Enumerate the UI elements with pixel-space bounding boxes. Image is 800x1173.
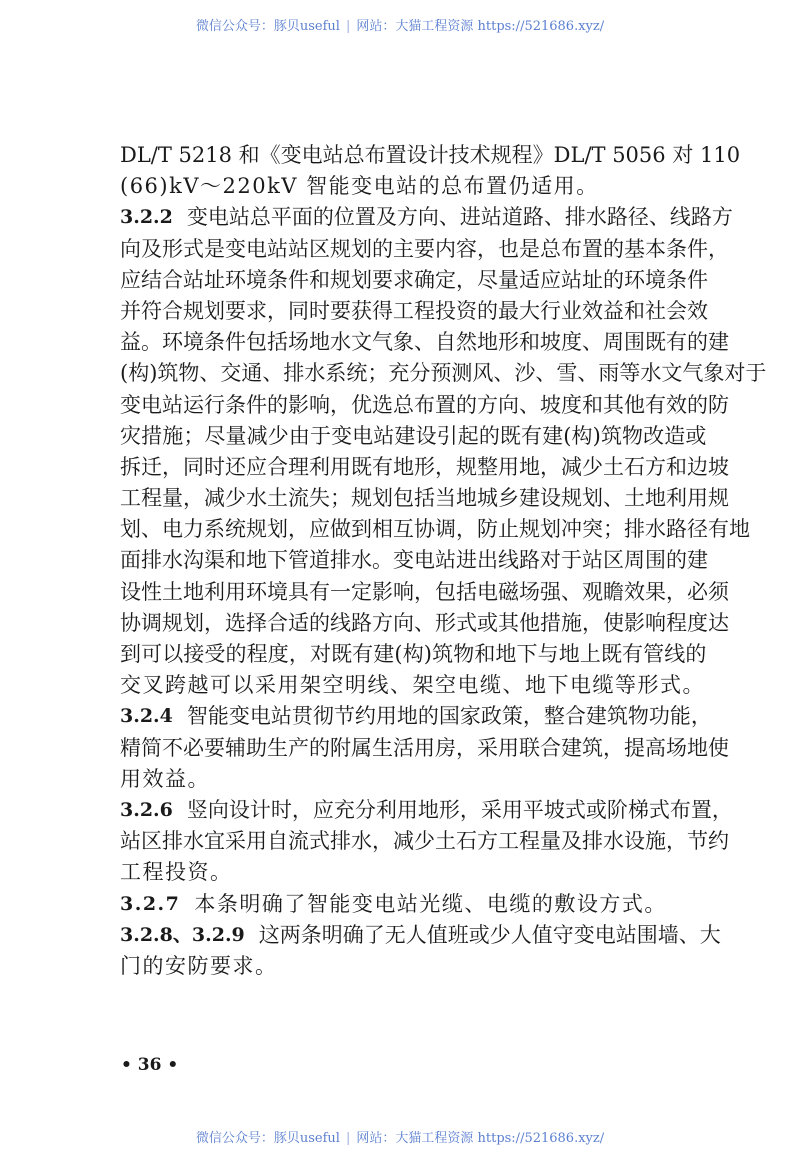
section-number: 3.2.6	[120, 798, 173, 821]
line-text: 门的安防要求。	[120, 953, 278, 978]
document-body	[120, 140, 767, 982]
line-text: 站区排水宜采用自流式排水，减少土石方工程量及排水设施，节约	[120, 829, 729, 854]
line-text: 竖向设计时，应充分利用地形，采用平坡式或阶梯式布置，	[186, 797, 733, 822]
text-line	[120, 701, 712, 732]
text-line	[120, 358, 767, 389]
text-line	[120, 670, 706, 701]
section-number: 3.2.2	[120, 206, 173, 229]
text-line	[120, 171, 706, 202]
line-text: 协调规划，选择合适的线路方向、形式或其他措施，使影响程度达	[120, 610, 729, 635]
line-text: 到可以接受的程度，对既有建(构)筑物和地下与地上既有管线的	[120, 642, 707, 666]
paragraph	[120, 701, 729, 795]
watermark-header	[0, 15, 800, 34]
watermark-separator: |	[345, 1131, 351, 1146]
text-line	[120, 265, 706, 296]
section-number: 3.2.8、3.2.9	[120, 923, 245, 946]
line-text: 这两条明确了无人值班或少人值守变电站围墙、大	[258, 922, 721, 947]
line-text: (66)kV～220kV 智能变电站的总布置仍适用。	[120, 174, 599, 199]
line-text: 应结合站址环境条件和规划要求确定，尽量适应站址的环境条件	[120, 267, 708, 292]
paragraph	[120, 920, 721, 982]
line-text: 面排水沟渠和地下管道排水。变电站进出线路对于站区周围的建	[120, 548, 708, 573]
text-line	[120, 421, 706, 452]
line-text: 智能变电站贯彻节约用地的国家政策，整合建筑物功能，	[186, 704, 712, 729]
text-line	[120, 202, 733, 233]
line-text: 变电站总平面的位置及方向、进站道路、排水路径、线路方	[186, 205, 733, 230]
text-line	[120, 889, 706, 920]
text-line	[120, 514, 750, 545]
paragraph	[120, 795, 733, 889]
section-number: 3.2.7	[120, 892, 181, 915]
line-text: 本条明确了智能变电站光缆、电缆的敷设方式。	[194, 891, 667, 916]
text-line	[120, 857, 706, 888]
line-text: DL/T 5218 和《变电站总布置设计技术规程》DL/T 5056 对 110	[120, 143, 741, 167]
text-line	[120, 608, 729, 639]
line-text: 益。环境条件包括场地水文气象、自然地形和坡度、周围既有的建	[120, 330, 729, 355]
paragraph	[120, 889, 706, 920]
line-text: 向及形式是变电站站区规划的主要内容，也是总布置的基本条件，	[120, 236, 729, 261]
watermark-website: 网站：大猫工程资源 https://521686.xyz/	[356, 19, 605, 34]
line-text: 灾措施；尽量减少由于变电站建设引起的既有建(构)筑物改造或	[120, 423, 707, 448]
line-text: 并符合规划要求，同时要获得工程投资的最大行业效益和社会效	[120, 298, 708, 323]
text-line	[120, 483, 729, 514]
text-line	[120, 577, 729, 608]
watermark-footer	[0, 1127, 800, 1146]
line-text: 精简不必要辅助生产的附属生活用房，采用联合建筑，提高场地使	[120, 735, 729, 760]
page-number: • 36 •	[121, 1055, 179, 1075]
text-line	[120, 733, 729, 764]
text-line	[120, 327, 729, 358]
line-text: 工程投资。	[120, 860, 233, 885]
text-line	[120, 826, 729, 857]
text-line	[120, 920, 721, 951]
watermark-wechat: 微信公众号：豚贝useful	[195, 1131, 340, 1146]
line-text: 划、电力系统规划，应做到相互协调，防止规划冲突；排水路径有地	[120, 517, 750, 542]
paragraph	[120, 140, 741, 202]
watermark-website: 网站：大猫工程资源 https://521686.xyz/	[356, 1131, 605, 1146]
paragraph	[120, 202, 767, 701]
section-number: 3.2.4	[120, 705, 173, 728]
line-text: 设性土地利用环境具有一定影响，包括电磁场强、观瞻效果，必须	[120, 579, 729, 604]
line-text: 工程量，减少水土流失；规划包括当地城乡建设规划、土地利用规	[120, 486, 729, 511]
line-text: (构)筑物、交通、排水系统；充分预测风、沙、雪、雨等水文气象对于	[120, 361, 767, 386]
text-line	[120, 140, 741, 171]
text-line	[120, 296, 706, 327]
line-text: 交叉跨越可以采用架空明线、架空电缆、地下电缆等形式。	[120, 673, 705, 698]
text-line	[120, 951, 706, 982]
text-line	[120, 639, 706, 670]
text-line	[120, 234, 729, 265]
line-text: 拆迁，同时还应合理利用既有地形，规整用地，减少土石方和边坡	[120, 454, 729, 479]
text-line	[120, 795, 733, 826]
text-line	[120, 545, 706, 576]
line-text: 变电站运行条件的影响，优选总布置的方向、坡度和其他有效的防	[120, 392, 729, 417]
text-line	[120, 764, 706, 795]
text-line	[120, 390, 729, 421]
watermark-wechat: 微信公众号：豚贝useful	[195, 19, 340, 34]
line-text: 用效益。	[120, 766, 210, 791]
watermark-separator: |	[345, 19, 351, 34]
text-line	[120, 452, 729, 483]
